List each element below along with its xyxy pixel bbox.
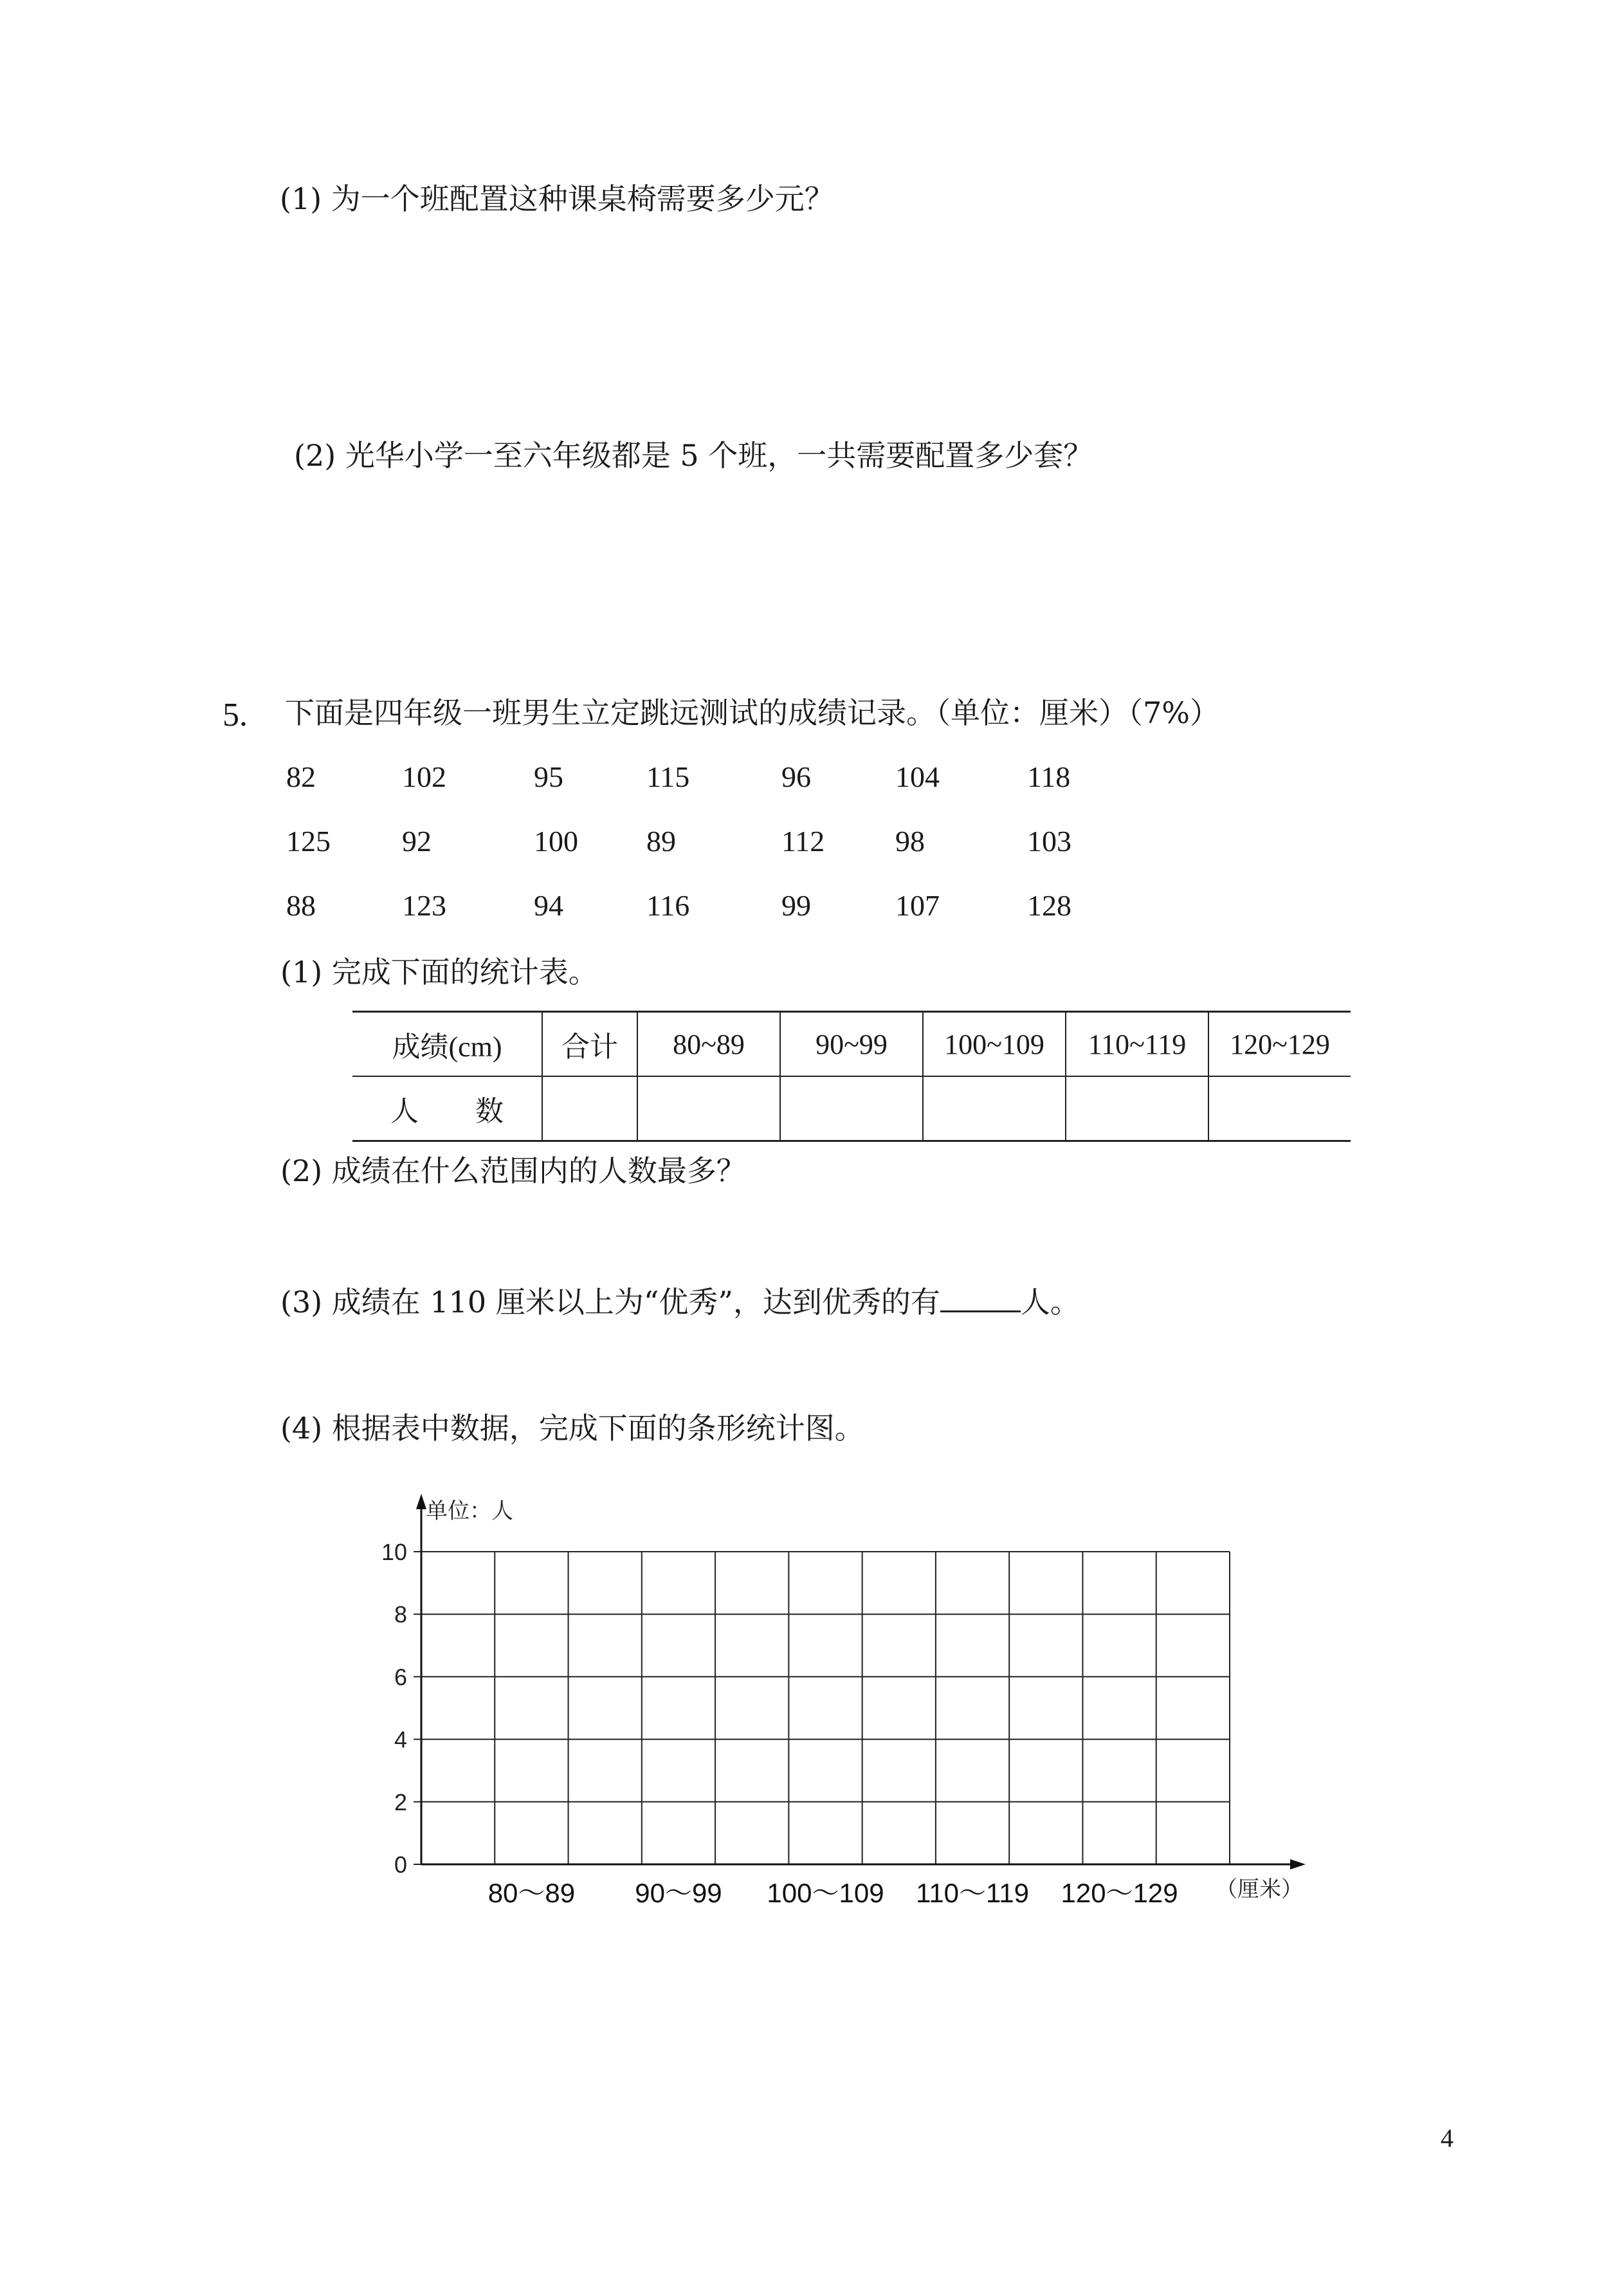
y-axis-arrow [416,1494,426,1509]
chart-y-ticks [381,1539,421,1878]
q4-part2: (2) 光华小学一至六年级都是 5 个班，一共需要配置多少套？ [294,438,1093,473]
record-value: 94 [534,889,563,922]
table-header-cell: 成绩(cm) [352,1012,542,1077]
page-number: 4 [1441,2124,1453,2153]
table-input-cell[interactable] [1066,1076,1208,1141]
y-tick-label: 8 [394,1601,407,1628]
q5-number: 5. [223,697,248,733]
table-header-cell: 90~99 [780,1012,923,1077]
chart-grid [421,1552,1230,1864]
y-tick-label: 2 [394,1788,407,1815]
table-header-row [352,1012,1351,1077]
y-tick-label: 6 [394,1664,407,1691]
table-header-cell: 100~109 [923,1012,1066,1077]
record-value: 116 [646,889,690,922]
x-axis-arrow [1290,1859,1306,1869]
x-category-label: 110～119 [916,1878,1030,1908]
record-value: 99 [781,889,811,922]
q5-part3-suffix: 人。 [1020,1285,1080,1319]
record-value: 95 [534,760,563,793]
y-tick-label: 10 [381,1539,407,1565]
bar-chart [354,1486,1331,1924]
chart-y-unit-label: 单位：人 [426,1498,513,1524]
q5-part2: (2) 成绩在什么范围内的人数最多？ [280,1153,746,1188]
table-row-label: 人 数 [352,1076,542,1141]
table-input-cell[interactable] [542,1076,637,1141]
record-value: 98 [895,825,925,858]
q4-part1: (1) 为一个班配置这种课桌椅需要多少元？ [280,181,834,216]
chart-categories [488,1878,1178,1908]
record-value: 100 [534,825,578,858]
x-category-label: 120～129 [1061,1878,1178,1908]
record-value: 104 [895,760,940,793]
table-header-cell: 110~119 [1066,1012,1208,1077]
table-count-row [352,1076,1351,1141]
x-category-label: 80～89 [488,1878,576,1908]
x-category-label: 90～99 [635,1878,722,1908]
record-value: 118 [1027,760,1071,793]
q5-text: 下面是四年级一班男生立定跳远测试的成绩记录。（单位：厘米）（7%） [285,695,1219,730]
record-value: 89 [646,825,676,858]
record-value: 82 [286,760,316,793]
chart-x-unit-label: （厘米） [1216,1877,1303,1902]
y-tick-label: 0 [394,1851,407,1878]
record-value: 115 [646,760,690,793]
table-header-cell: 合计 [542,1012,637,1077]
record-value: 125 [286,825,331,858]
table-input-cell[interactable] [780,1076,923,1141]
q5-part4: (4) 根据表中数据，完成下面的条形统计图。 [280,1411,864,1446]
y-tick-label: 4 [394,1726,407,1753]
x-category-label: 100～109 [767,1878,884,1908]
record-value: 123 [402,889,446,922]
table-input-cell[interactable] [637,1076,780,1141]
table-header-cell: 120~129 [1208,1012,1351,1077]
record-value: 103 [1027,825,1071,858]
q5-part3 [280,1285,1080,1317]
record-value: 112 [781,825,825,858]
record-value: 107 [895,889,940,922]
chart-axes [416,1494,1306,1869]
statistics-table [352,1011,1351,1142]
table-header-cell: 80~89 [637,1012,780,1077]
record-value: 102 [402,760,446,793]
record-value: 96 [781,760,811,793]
record-value: 88 [286,889,316,922]
q5-part1: (1) 完成下面的统计表。 [280,955,598,989]
record-value: 128 [1027,889,1071,922]
answer-blank[interactable] [940,1285,1021,1312]
table-input-cell[interactable] [1208,1076,1351,1141]
q5-part3-text: (3) 成绩在 110 厘米以上为“优秀”，达到优秀的有 [280,1285,940,1319]
table-input-cell[interactable] [923,1076,1066,1141]
record-value: 92 [402,825,432,858]
